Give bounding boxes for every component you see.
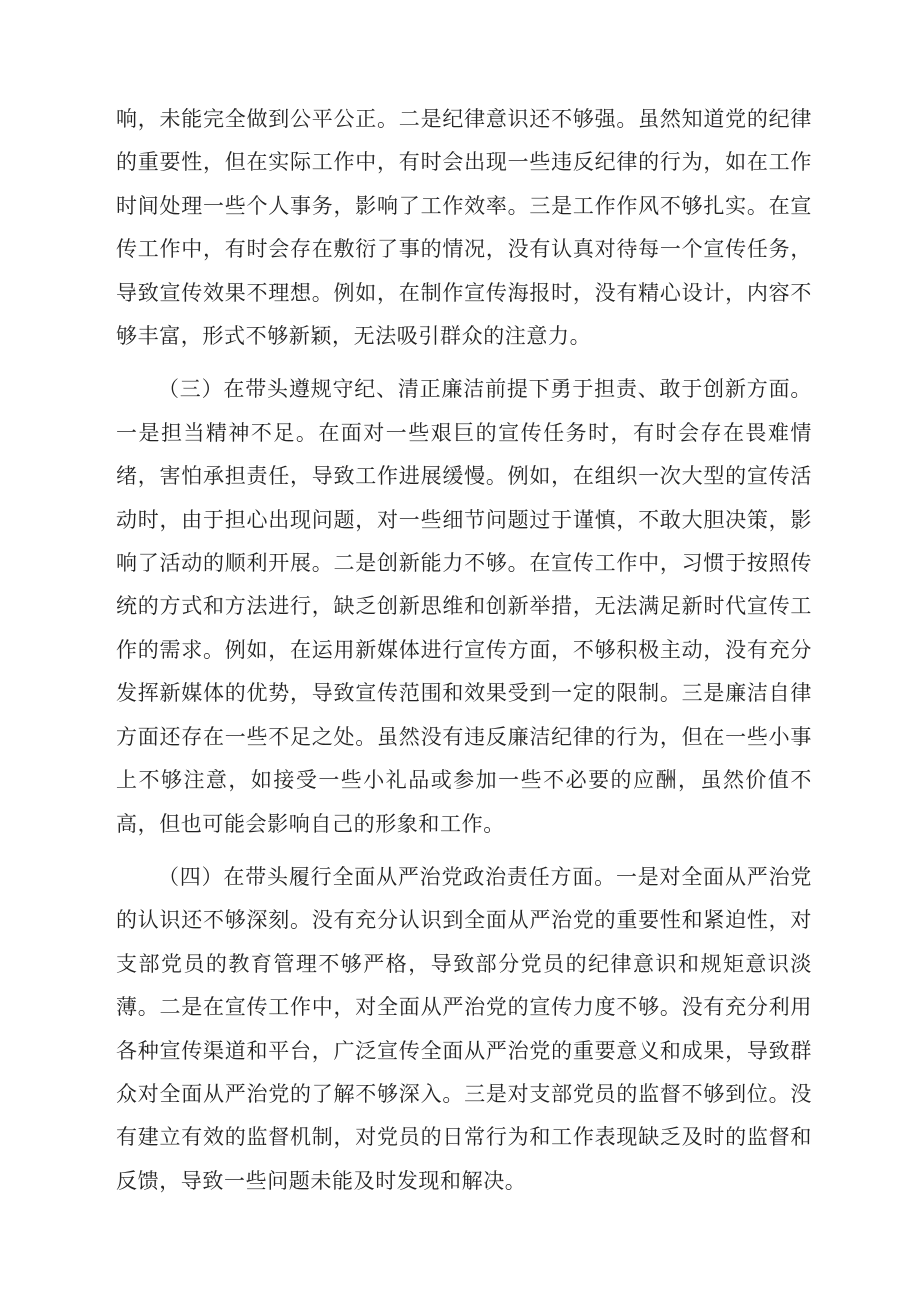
document-body bbox=[116, 98, 812, 1203]
paragraph-section-three: （三）在带头遵规守纪、清正廉洁前提下勇于担责、敢于创新方面。一是担当精神不足。在面对一些艰巨的宣传任务时，有时会存在畏难情绪，害怕承担责任，导致工作进展缓慢。例如，在组织一次大型的宣传活动时，由于担心出现问题，对一些细节问题过于谨慎，不敢大胆决策，影响了活动的顺利开展。二是创新能力不够。在宣传工作中，习惯于按照传统的方式和方法进行，缺乏创新思维和创新举措，无法满足新时代宣传工作的需求。例如，在运用新媒体进行宣传方面，不够积极主动，没有充分发挥新媒体的优势，导致宣传范围和效果受到一定的限制。三是廉洁自律方面还存在一些不足之处。虽然没有违反廉洁纪律的行为，但在一些小事上不够注意，如接受一些小礼品或参加一些不必要的应酬，虽然价值不高，但也可能会影响自己的形象和工作。 bbox=[116, 377, 812, 836]
paragraph-continuation: 响，未能完全做到公平公正。二是纪律意识还不够强。虽然知道党的纪律的重要性，但在实际工作中，有时会出现一些违反纪律的行为，如在工作时间处理一些个人事务，影响了工作效率。三是工作作风不够扎实。在宣传工作中，有时会存在敷衍了事的情况，没有认真对待每一个宣传任务，导致宣传效果不理想。例如，在制作宣传海报时，没有精心设计，内容不够丰富，形式不够新颖，无法吸引群众的注意力。 bbox=[116, 107, 812, 349]
paragraph-section-four: （四）在带头履行全面从严治党政治责任方面。一是对全面从严治党的认识还不够深刻。没有充分认识到全面从严治党的重要性和紧迫性，对支部党员的教育管理不够严格，导致部分党员的纪律意识和规矩意识淡薄。二是在宣传工作中，对全面从严治党的宣传力度不够。没有充分利用各种宣传渠道和平台，广泛宣传全面从严治党的重要意义和成果，导致群众对全面从严治党的了解不够深入。三是对支部党员的监督不够到位。没有建立有效的监督机制，对党员的日常行为和工作表现缺乏及时的监督和反馈，导致一些问题未能及时发现和解决。 bbox=[116, 864, 812, 1193]
